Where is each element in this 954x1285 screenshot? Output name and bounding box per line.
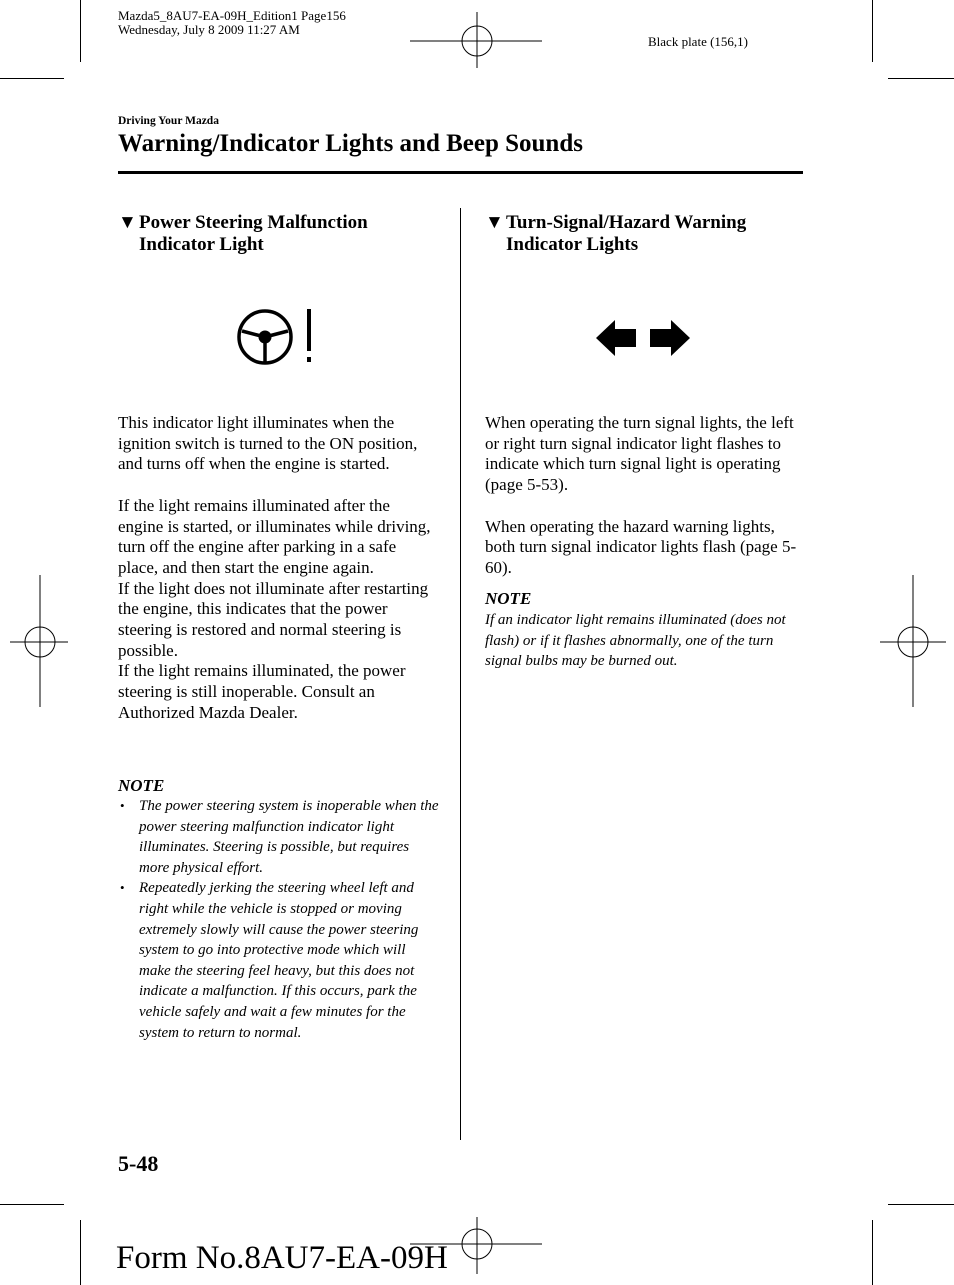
form-number: Form No.8AU7-EA-09H bbox=[116, 1240, 448, 1276]
paragraph: This indicator light illuminates when the ignition switch is turned to the ON position, and turns off when the engine is started. bbox=[118, 413, 418, 474]
print-job-line2: Wednesday, July 8 2009 11:27 AM bbox=[118, 22, 300, 37]
bullet: • bbox=[120, 880, 125, 896]
print-job-info bbox=[118, 9, 346, 37]
crop-mark bbox=[872, 0, 873, 62]
page-title: Warning/Indicator Lights and Beep Sounds bbox=[118, 130, 583, 157]
turn-signal-heading bbox=[485, 212, 805, 256]
registration-mark-right-icon bbox=[880, 575, 950, 707]
crop-mark bbox=[0, 1204, 64, 1205]
heading-marker-icon: ▼ bbox=[485, 212, 504, 233]
note-item bbox=[118, 878, 440, 1043]
note-label: NOTE bbox=[118, 776, 165, 795]
crop-mark bbox=[872, 1220, 873, 1285]
heading-line: Turn-Signal/Hazard Warning bbox=[506, 212, 747, 233]
steering-wheel-exclamation-icon bbox=[236, 306, 320, 368]
heading-line: Indicator Light bbox=[139, 234, 264, 255]
registration-mark-left-icon bbox=[6, 575, 68, 707]
note-list bbox=[118, 796, 440, 1043]
crop-mark bbox=[888, 78, 954, 79]
paragraph: When operating the hazard warning lights, both turn signal indicator lights flash (page 5-60). bbox=[485, 516, 797, 577]
crop-mark bbox=[80, 0, 81, 62]
heading-line: Power Steering Malfunction bbox=[139, 212, 368, 233]
title-rule bbox=[118, 171, 803, 174]
heading-line: Indicator Lights bbox=[506, 234, 639, 255]
paragraph: When operating the turn signal lights, the left or right turn signal indicator light flashes to indicate which turn signal light is operating (page 5-53). bbox=[485, 413, 794, 495]
power-steering-body bbox=[118, 413, 438, 724]
print-job-line1: Mazda5_8AU7-EA-09H_Edition1 Page156 bbox=[118, 8, 346, 23]
paragraph: If the light does not illuminate after restarting the engine, this indicates that the power steering is restored and normal steering is possible. bbox=[118, 578, 429, 660]
note-item-text: The power steering system is inoperable when the power steering malfunction indicator light illuminates. Steering is possible, but requires more physical effort. bbox=[139, 798, 439, 876]
heading-marker-icon: ▼ bbox=[118, 212, 137, 233]
paragraph: If the light remains illuminated after the engine is started, or illuminates while driving, turn off the engine after parking in a safe place, and then start the engine again. bbox=[118, 495, 431, 577]
page-number: 5-48 bbox=[118, 1151, 159, 1176]
paragraph: If the light remains illuminated, the power steering is still inoperable. Consult an Authorized Mazda Dealer. bbox=[118, 661, 406, 722]
column-divider bbox=[460, 208, 461, 1140]
section-label: Driving Your Mazda bbox=[118, 115, 219, 127]
registration-mark-top-icon bbox=[410, 6, 542, 68]
turn-signal-arrows-icon bbox=[596, 320, 690, 356]
power-steering-heading bbox=[118, 212, 448, 256]
note-item bbox=[118, 796, 440, 878]
crop-mark bbox=[0, 78, 64, 79]
turn-signal-body bbox=[485, 413, 805, 579]
crop-mark bbox=[888, 1204, 954, 1205]
crop-mark bbox=[80, 1220, 81, 1285]
note-item-text: Repeatedly jerking the steering wheel left and right while the vehicle is stopped or moving extremely slowly will cause the power steering system to go into protective mode which will make the steering feel heavy, but this does not indicate a malfunction. If this occurs, park the vehicle safely and wait a few minutes for the system to return to normal. bbox=[139, 880, 419, 1041]
plate-info: Black plate (156,1) bbox=[648, 34, 748, 49]
note-text: If an indicator light remains illuminated (does not flash) or if it flashes abnormally, one of the turn signal bulbs may be burned out. bbox=[485, 612, 786, 670]
bullet: • bbox=[120, 798, 125, 813]
note-label: NOTE bbox=[485, 589, 532, 608]
